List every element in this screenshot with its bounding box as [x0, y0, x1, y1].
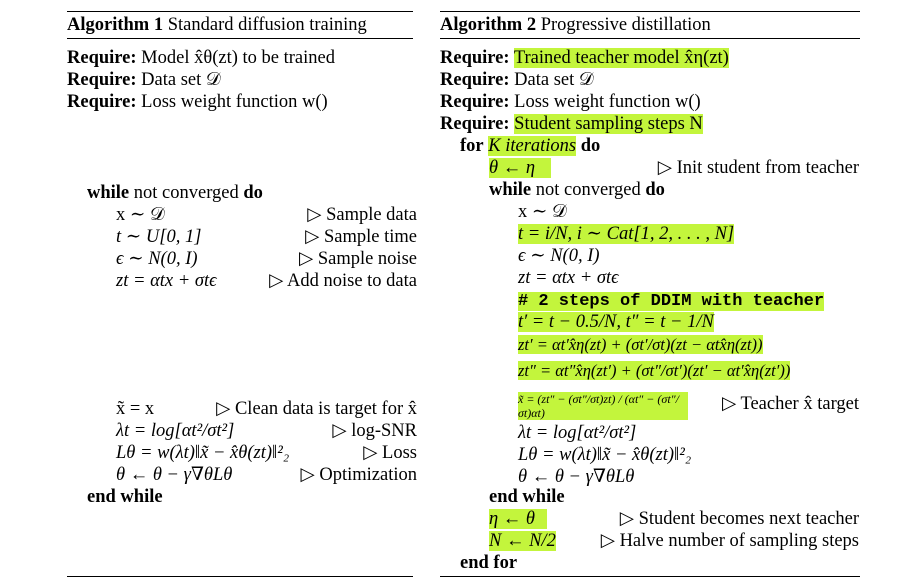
halve-steps: N ← N/2: [489, 531, 556, 551]
teacher-target: x̃ = (zt″ − (σt″/σt)zt) / (αt″ − (σt″/σt)αt): [518, 392, 688, 420]
require-keyword: Require:: [440, 48, 510, 68]
alg1-end-while: [87, 486, 163, 508]
alg2-require-1: [440, 47, 729, 69]
alg1-label: Algorithm 1: [67, 15, 164, 35]
alg2-step-8: [518, 360, 790, 382]
alg2-step-3: ϵ ∼ N(0, I): [518, 246, 600, 266]
require-keyword: Require:: [440, 114, 510, 134]
alg1-comment-6: ▷ log-SNR: [332, 421, 417, 441]
end-while-keyword: end while: [489, 487, 565, 507]
alg1-comment-5: ▷ Clean data is target for x̂: [216, 399, 417, 419]
alg2-caption: [440, 14, 711, 36]
alg1-step-2: t ∼ U[0, 1]: [116, 227, 202, 247]
alg2-step-12: θ ← θ − γ∇θLθ: [518, 467, 635, 487]
alg2-step-14: [489, 530, 556, 552]
alg1-comment-2: ▷ Sample time: [305, 227, 417, 247]
alg2-step-6: [518, 311, 714, 333]
alg2-comment-9: ▷ Teacher x̂ target: [721, 394, 859, 414]
alg1-caption: [67, 14, 367, 36]
init-statement: θ ← η: [489, 158, 551, 178]
alg2-while: [489, 179, 665, 201]
alg2-step-11: Lθ = w(λt)‖x̃ − x̂θ(zt)‖²₂: [518, 445, 692, 465]
alg1-top-rule: [67, 11, 413, 12]
alg2-label: Algorithm 2: [440, 15, 537, 35]
alg1-step-4: zt = αtx + σtϵ: [116, 271, 217, 291]
alg2-require-4: [440, 113, 703, 135]
require-keyword: Require:: [67, 92, 137, 112]
alg2-require-3: [440, 91, 701, 113]
alg1-step-3: ϵ ∼ N(0, I): [116, 249, 198, 269]
alg1-while: [87, 182, 263, 204]
alg1-caption-rule: [67, 38, 413, 39]
require-text: Loss weight function w(): [514, 92, 701, 112]
do-keyword: do: [645, 180, 665, 200]
alg1-step-8: θ ← θ − γ∇θLθ: [116, 465, 233, 485]
do-keyword: do: [580, 136, 601, 156]
alg1-require-1: [67, 47, 335, 69]
alg2-init: [489, 157, 551, 179]
alg2-caption-rule: [440, 38, 860, 39]
require-keyword: Require:: [440, 70, 510, 90]
alg2-step-13: [489, 508, 547, 530]
alg1-comment-8: ▷ Optimization: [300, 465, 417, 485]
do-keyword: do: [243, 183, 263, 203]
require-text: Loss weight function w(): [141, 92, 328, 112]
require-text: Data set 𝒟: [141, 70, 221, 90]
while-keyword: while: [87, 183, 130, 203]
alg2-bottom-rule: [440, 576, 860, 577]
alg2-step-9: [518, 392, 688, 423]
end-for-keyword: end for: [460, 553, 518, 573]
ddim-comment: # 2 steps of DDIM with teacher: [518, 292, 825, 311]
alg1-require-2: [67, 69, 221, 91]
alg1-comment-7: ▷ Loss: [363, 443, 417, 463]
alg2-step-7: [518, 334, 763, 356]
require-text-highlighted: Trained teacher model x̂η(zt): [513, 48, 729, 68]
sample-discrete-time: t = i/N, i ∼ Cat[1, 2, . . . , N]: [518, 224, 735, 244]
alg1-bottom-rule: [67, 576, 413, 577]
alg1-require-3: [67, 91, 328, 113]
alg1-step-1: x ∼ 𝒟: [116, 205, 165, 225]
require-keyword: Require:: [67, 48, 137, 68]
alg2-end-while: [489, 486, 565, 508]
alg1-title: Standard diffusion training: [167, 15, 367, 35]
alg2-end-for: [460, 552, 517, 574]
alg1-step-6: λt = log[αt²/σt²]: [116, 421, 235, 441]
alg2-step-1: x ∼ 𝒟: [518, 202, 567, 222]
teacher-update: η ← θ: [489, 509, 547, 529]
ddim-step-1: zt′ = αt′x̂η(zt) + (σt′/σt)(zt − αtx̂η(zt)): [518, 335, 763, 354]
alg2-comment-13: ▷ Student becomes next teacher: [619, 509, 859, 529]
require-keyword: Require:: [440, 92, 510, 112]
require-text: Model x̂θ(zt) to be trained: [141, 48, 335, 68]
for-condition: K iterations: [488, 136, 577, 156]
alg1-step-7: Lθ = w(λt)‖x̃ − x̂θ(zt)‖²₂: [116, 443, 290, 463]
while-condition: not converged: [535, 180, 641, 200]
while-keyword: while: [489, 180, 532, 200]
require-text: Data set 𝒟: [514, 70, 594, 90]
alg1-comment-1: ▷ Sample data: [307, 205, 417, 225]
ddim-step-2: zt″ = αt″x̂η(zt′) + (σt″/σt′)(zt′ − αt′x̂η(zt′)): [518, 361, 791, 380]
alg2-comment-14: ▷ Halve number of sampling steps: [600, 531, 859, 551]
alg1-step-5: x̃ = x: [116, 399, 155, 419]
alg1-comment-4: ▷ Add noise to data: [269, 271, 417, 291]
alg2-title: Progressive distillation: [540, 15, 711, 35]
end-while-keyword: end while: [87, 487, 163, 507]
alg2-step-10: λt = log[αt²/σt²]: [518, 423, 637, 443]
for-keyword: for: [460, 136, 484, 156]
alg2-require-2: [440, 69, 594, 91]
alg2-for: [460, 135, 600, 157]
alg2-top-rule: [440, 11, 860, 12]
alg1-comment-3: ▷ Sample noise: [298, 249, 417, 269]
half-steps: t′ = t − 0.5/N, t″ = t − 1/N: [518, 312, 714, 332]
alg2-step-5: [518, 289, 824, 313]
alg2-init-comment: ▷ Init student from teacher: [657, 158, 859, 178]
require-keyword: Require:: [67, 70, 137, 90]
alg2-step-2: [518, 223, 734, 245]
while-condition: not converged: [133, 183, 239, 203]
alg2-step-4: zt = αtx + σtϵ: [518, 268, 619, 288]
require-text-highlighted: Student sampling steps N: [514, 114, 703, 134]
